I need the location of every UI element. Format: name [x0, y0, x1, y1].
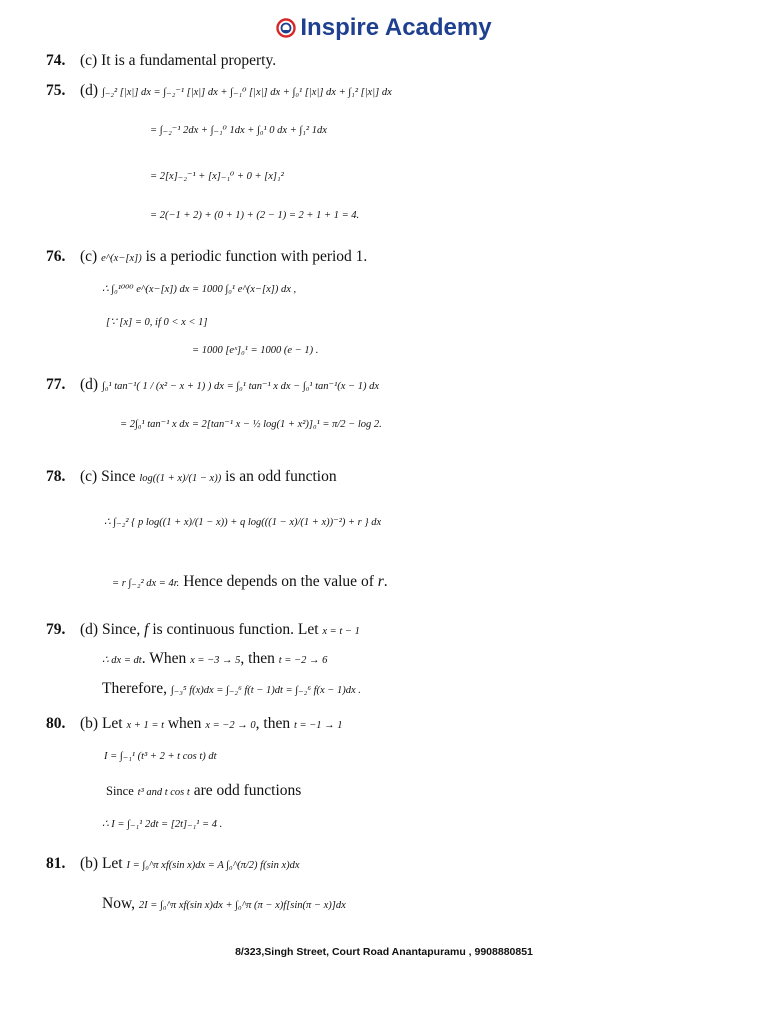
math-expr: log((1 + x)/(1 − x)): [139, 473, 222, 484]
brand-name: Inspire Academy: [300, 14, 492, 41]
answer-text: Now,: [102, 895, 136, 912]
math-expr: t³ and t cos t: [137, 787, 190, 798]
math-line: ∫₋₂² [|x|] dx = ∫₋₂⁻¹ [|x|] dx + ∫₋₁⁰ [|x|] dx + ∫₀¹ [|x|] dx + ∫₁² [|x|] dx: [101, 87, 392, 98]
answer-text: (c) It is a fundamental property.: [80, 52, 277, 69]
answer-label: (c): [80, 248, 98, 265]
page-footer: 8/323,Singh Street, Court Road Anantapuramu , 9908880851: [235, 946, 533, 958]
q-number: 80.: [46, 715, 66, 732]
answer-81-step: [102, 895, 346, 913]
math-expr: ∴ dx = dt: [102, 655, 142, 666]
q-number: 79.: [46, 621, 66, 638]
answer-text: (b) Let: [80, 715, 123, 732]
q-number: 74.: [46, 52, 66, 69]
answer-text: are odd functions: [193, 782, 302, 799]
math-line: ∴ ∫₋₂² { p log((1 + x)/(1 − x)) + q log(((1 − x)/(1 + x))⁻²) + r } dx: [104, 517, 382, 528]
q-number: 75.: [46, 82, 66, 99]
q-number: 81.: [46, 855, 66, 872]
math-line: = 1000 [eˣ]₀¹ = 1000 (e − 1) .: [192, 345, 319, 356]
answer-76: [46, 248, 367, 266]
answer-81: [46, 855, 300, 873]
answer-label: (d): [80, 82, 99, 99]
answer-text: is a periodic function with period 1.: [145, 248, 368, 265]
math-line: ∴ I = ∫₋₁¹ 2dt = [2t]₋₁¹ = 4 .: [102, 819, 223, 830]
math-expr: x = −2 → 0: [205, 720, 256, 731]
math-expr: ∫₋₃⁵ f(x)dx = ∫₋₂⁶ f(t − 1)dt = ∫₋₂⁶ f(x − 1)dx .: [170, 685, 361, 696]
answer-text: , then: [240, 650, 275, 667]
answer-text: (d) Since,: [80, 621, 141, 638]
answer-text: when: [167, 715, 202, 732]
academy-logo-icon: [276, 18, 296, 38]
math-expr: = r ∫₋₂² dx = 4r.: [112, 578, 180, 589]
answer-text: Since: [106, 784, 134, 798]
math-expr: x + 1 = t: [126, 720, 164, 731]
answer-text: . When: [141, 650, 187, 667]
answer-78-conclusion: [112, 573, 388, 591]
answer-74: [46, 52, 276, 70]
math-expr: t = −1 → 1: [293, 720, 343, 731]
page-header: [0, 14, 768, 43]
math-expr: x = −3 → 5: [190, 655, 241, 666]
answer-80-note: [106, 782, 301, 800]
answer-79-result: [102, 680, 361, 698]
math-line: ∫₀¹ tan⁻¹( 1 / (x² − x + 1) ) dx = ∫₀¹ tan⁻¹ x dx − ∫₀¹ tan⁻¹(x − 1) dx: [101, 381, 380, 392]
answer-80: [46, 715, 343, 733]
q-number: 76.: [46, 248, 66, 265]
math-line: I = ∫₋₁¹ (t³ + 2 + t cos t) dt: [104, 751, 217, 762]
math-line: = 2∫₀¹ tan⁻¹ x dx = 2[tan⁻¹ x − ½ log(1 + x²)]₀¹ = π/2 − log 2.: [120, 419, 382, 430]
answer-text: , then: [255, 715, 291, 732]
answer-text: is continuous function. Let: [152, 621, 319, 638]
math-expr: e^(x−[x]): [101, 253, 142, 264]
answer-text: (b) Let: [80, 855, 123, 872]
answer-78: [46, 468, 337, 486]
q-number: 78.: [46, 468, 66, 485]
math-expr: x = t − 1: [322, 626, 360, 637]
math-expr: t = −2 → 6: [278, 655, 328, 666]
answer-label: (d): [80, 376, 99, 393]
math-line: = ∫₋₂⁻¹ 2dx + ∫₋₁⁰ 1dx + ∫₀¹ 0 dx + ∫₁² 1dx: [150, 125, 327, 136]
math-var: f: [144, 621, 149, 638]
answer-text: Hence depends on the value of: [183, 573, 374, 590]
math-line: ∴ ∫₀¹⁰⁰⁰ e^(x−[x]) dx = 1000 ∫₀¹ e^(x−[x]) dx ,: [102, 284, 297, 295]
math-var: r: [377, 573, 384, 590]
period: .: [383, 573, 388, 590]
answer-79: [46, 621, 360, 639]
math-expr: I = ∫₀^π xf(sin x)dx = A ∫₀^(π/2) f(sin x)dx: [126, 860, 300, 871]
math-line: = 2[x]₋₂⁻¹ + [x]₋₁⁰ + 0 + [x]₁²: [150, 171, 284, 182]
answer-75: [46, 82, 392, 100]
answer-79-step: [102, 650, 327, 668]
brand: [276, 14, 491, 42]
q-number: 77.: [46, 376, 66, 393]
answer-text: Therefore,: [102, 680, 167, 697]
math-line: [∵ [x] = 0, if 0 < x < 1]: [106, 317, 208, 328]
math-expr: 2I = ∫₀^π xf(sin x)dx + ∫₀^π (π − x)f[sin(π − x)]dx: [138, 900, 346, 911]
answer-77: [46, 376, 379, 394]
answer-label: (c) Since: [80, 468, 136, 485]
math-line: = 2(−1 + 2) + (0 + 1) + (2 − 1) = 2 + 1 + 1 = 4.: [150, 210, 360, 221]
answer-text: is an odd function: [225, 468, 337, 485]
